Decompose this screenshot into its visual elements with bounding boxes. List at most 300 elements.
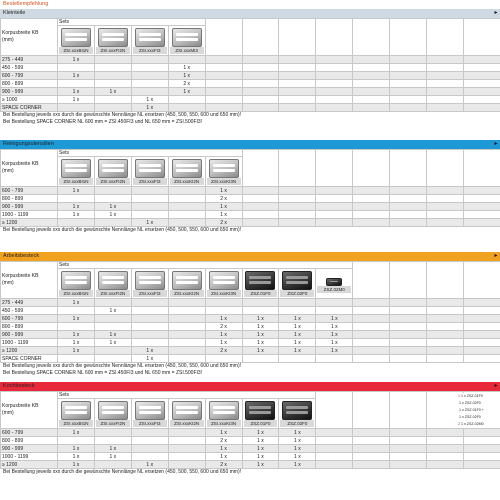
quantity-cell	[390, 96, 427, 104]
quantity-cell	[353, 187, 390, 195]
quantity-cell	[316, 195, 353, 203]
quantity-cell	[353, 211, 390, 219]
quantity-cell: 1 x	[94, 88, 131, 96]
quantity-cell	[168, 187, 205, 195]
quantity-cell	[168, 315, 205, 323]
quantity-cell	[463, 461, 500, 469]
section-corner-marker: ▸	[494, 253, 498, 259]
quantity-cell	[390, 195, 427, 203]
product-code: ZSI.xxxMI3	[170, 47, 204, 54]
product-code: ZSI.xxxFI2N	[96, 420, 130, 427]
quantity-cell	[94, 315, 131, 323]
product-cell[interactable]	[242, 399, 279, 429]
product-code: ZSI.xxxKI2N	[170, 178, 204, 185]
quantity-cell: 1 x	[316, 331, 353, 339]
quantity-cell	[242, 56, 279, 64]
quantity-cell	[427, 56, 464, 64]
product-thumbnail	[135, 159, 165, 178]
quantity-cell	[463, 88, 500, 96]
quantity-cell: 1 x	[205, 453, 242, 461]
quantity-cell	[58, 219, 95, 227]
quantity-cell: 1 x	[205, 445, 242, 453]
product-cell[interactable]	[205, 399, 242, 429]
quantity-cell: 1 x	[205, 211, 242, 219]
quantity-cell: 1 x	[205, 315, 242, 323]
column-label-line1: Korpusbreite KB	[2, 161, 39, 167]
quantity-cell: 1 x	[205, 187, 242, 195]
quantity-cell	[316, 187, 353, 195]
quantity-cell	[94, 461, 131, 469]
quantity-cell	[353, 445, 390, 453]
quantity-cell	[131, 187, 168, 195]
product-cell[interactable]	[94, 399, 131, 429]
legend-text: 1 x ZSZ.02M0	[461, 422, 484, 426]
quantity-cell	[390, 461, 427, 469]
product-code: ZSI.xxxBI1N	[59, 290, 93, 297]
table-row	[1, 453, 500, 461]
section-header	[0, 9, 500, 18]
table-row	[1, 445, 500, 453]
table-row	[1, 187, 500, 195]
product-thumbnail	[98, 159, 128, 178]
quantity-cell	[353, 429, 390, 437]
quantity-cell	[353, 355, 390, 363]
empty-cell	[390, 262, 427, 299]
quantity-cell	[390, 104, 427, 112]
product-thumbnail	[172, 28, 202, 47]
quantity-cell	[94, 323, 131, 331]
legend-line	[458, 407, 498, 414]
quantity-cell: 2 x	[205, 219, 242, 227]
product-code: ZSI.xxxFI3	[133, 178, 167, 185]
quantity-cell: 1 x	[58, 88, 95, 96]
quantity-cell: 1 x	[242, 453, 279, 461]
width-range-label: 1000 - 1199	[1, 339, 58, 347]
quantity-cell	[168, 323, 205, 331]
quantity-cell	[316, 203, 353, 211]
quantity-cell: 1 x	[279, 461, 316, 469]
legend-quantity: 2	[458, 422, 460, 426]
section-corner-marker: ▸	[494, 383, 498, 389]
quantity-cell: 1 x	[242, 461, 279, 469]
table-head-label	[1, 150, 58, 187]
quantity-cell	[464, 203, 500, 211]
quantity-cell	[427, 195, 464, 203]
quantity-cell: 1 x	[316, 315, 353, 323]
quantity-cell	[427, 323, 464, 331]
section-title: Reinigungsutensilien	[3, 141, 54, 147]
quantity-cell	[463, 429, 500, 437]
width-range-label: SPACE CORNER	[1, 355, 58, 363]
table-row	[1, 211, 500, 219]
quantity-cell	[131, 453, 168, 461]
product-cell[interactable]	[279, 399, 316, 429]
quantity-cell	[94, 437, 131, 445]
quantity-cell	[427, 355, 464, 363]
quantity-cell	[427, 187, 464, 195]
product-cell[interactable]	[279, 269, 316, 299]
product-thumbnail	[245, 401, 275, 420]
quantity-cell	[353, 331, 390, 339]
product-code: ZSZ.02M0	[317, 286, 351, 293]
quantity-cell: 1 x	[205, 203, 242, 211]
product-code: ZSI.xxxFI2N	[96, 47, 130, 54]
product-cell[interactable]	[94, 157, 131, 187]
table-row	[1, 299, 500, 307]
product-thumbnail	[282, 401, 312, 420]
column-label-line1: Korpusbreite KB	[2, 30, 39, 36]
order-note: Bei Bestellung SPACE CORNER NL 600 mm = ZSI.450FI3 und NL 650 mm = ZSI.500FI3!	[3, 119, 203, 125]
product-cell[interactable]	[58, 157, 95, 187]
width-range-label: 800 - 899	[1, 80, 58, 88]
quantity-cell: 1 x	[58, 347, 95, 355]
quantity-cell	[58, 104, 95, 112]
quantity-cell	[427, 445, 464, 453]
quantity-cell	[316, 355, 353, 363]
quantity-cell: 1 x	[279, 347, 316, 355]
legend-line	[458, 414, 498, 421]
quantity-cell	[427, 453, 464, 461]
width-range-label: ≥ 1200	[1, 461, 58, 469]
product-thumbnail	[172, 271, 202, 290]
quantity-cell	[242, 187, 279, 195]
quantity-cell	[390, 453, 427, 461]
quantity-cell	[58, 437, 95, 445]
width-range-label: 450 - 599	[1, 64, 58, 72]
quantity-cell	[463, 355, 500, 363]
quantity-cell	[427, 88, 464, 96]
page-title: Bestellempfehlung	[3, 1, 49, 7]
quantity-cell	[316, 88, 353, 96]
product-code: ZSI.xxxFI3	[133, 290, 167, 297]
quantity-cell: 2 x	[205, 195, 242, 203]
quantity-cell	[168, 437, 205, 445]
table-row	[1, 461, 500, 469]
quantity-cell	[353, 88, 390, 96]
order-note: Bei Bestellung jeweils xxx durch die gewünschte Nennlänge NL ersetzen (450, 500, 550, 600 und 650 mm)!	[3, 363, 242, 369]
quantity-cell	[58, 323, 95, 331]
quantity-cell: 1 x	[58, 72, 95, 80]
sets-label: Sets	[58, 150, 243, 157]
quantity-cell	[131, 339, 168, 347]
product-code: ZSZ.01F0	[244, 420, 278, 427]
quantity-cell	[94, 299, 131, 307]
width-range-label: 450 - 599	[1, 307, 58, 315]
quantity-cell: 2 x	[168, 80, 205, 88]
product-cell[interactable]	[94, 269, 131, 299]
table-row	[1, 64, 500, 72]
quantity-cell	[463, 64, 500, 72]
product-code: ZSI.xxxKI3N	[207, 420, 241, 427]
quantity-cell	[131, 56, 168, 64]
quantity-cell	[463, 347, 500, 355]
quantity-cell	[353, 323, 390, 331]
table-row	[1, 56, 500, 64]
quantity-cell: 1 x	[242, 347, 279, 355]
quantity-cell: 1 x	[131, 219, 168, 227]
quantity-cell	[464, 187, 500, 195]
quantity-cell: 1 x	[94, 307, 131, 315]
product-code: ZSI.xxxFI2N	[96, 178, 130, 185]
product-code: ZSI.xxxFI3	[133, 420, 167, 427]
quantity-cell: 1 x	[131, 347, 168, 355]
quantity-cell	[463, 104, 500, 112]
quantity-cell	[131, 315, 168, 323]
quantity-cell: 1 x	[242, 445, 279, 453]
quantity-cell	[316, 437, 353, 445]
quantity-cell	[205, 307, 242, 315]
section-3	[0, 252, 500, 377]
product-thumbnail	[61, 159, 91, 178]
quantity-cell	[463, 453, 500, 461]
product-code: ZSI.xxxFI2N	[96, 290, 130, 297]
quantity-cell: 1 x	[58, 453, 95, 461]
quantity-cell	[316, 307, 353, 315]
product-cell[interactable]	[58, 269, 95, 299]
quantity-cell	[316, 104, 353, 112]
quantity-cell: 1 x	[58, 461, 95, 469]
product-cell[interactable]	[58, 399, 95, 429]
quantity-cell	[205, 72, 242, 80]
product-thumbnail	[61, 271, 91, 290]
quantity-cell	[242, 104, 279, 112]
quantity-cell: 1 x	[58, 315, 95, 323]
product-thumbnail	[209, 271, 239, 290]
width-range-label: SPACE CORNER	[1, 104, 58, 112]
quantity-cell	[205, 64, 242, 72]
width-range-label: ≥ 1200	[1, 347, 58, 355]
quantity-cell	[427, 461, 464, 469]
quantity-cell	[279, 299, 316, 307]
quantity-cell	[353, 461, 390, 469]
quantity-cell	[58, 80, 95, 88]
quantity-cell	[353, 80, 390, 88]
table-row	[1, 88, 500, 96]
product-thumbnail	[245, 271, 275, 290]
quantity-cell	[353, 315, 390, 323]
product-code: ZSZ.01F0	[244, 290, 278, 297]
quantity-cell	[205, 104, 242, 112]
order-table	[0, 149, 500, 227]
section-header	[0, 140, 500, 149]
product-cell[interactable]	[168, 269, 205, 299]
quantity-cell	[463, 307, 500, 315]
quantity-cell	[168, 195, 205, 203]
product-cell[interactable]	[168, 26, 205, 56]
legend-text: 1 x ZSZ.02F0	[459, 401, 481, 405]
quantity-cell	[390, 347, 427, 355]
quantity-cell	[316, 219, 353, 227]
empty-cell	[353, 19, 390, 56]
table-row	[1, 104, 500, 112]
quantity-cell	[463, 445, 500, 453]
width-range-label: 600 - 799	[1, 429, 58, 437]
empty-cell	[353, 150, 390, 187]
quantity-cell	[463, 315, 500, 323]
quantity-cell	[463, 56, 500, 64]
width-range-label: ≥ 1200	[1, 219, 58, 227]
quantity-cell	[316, 211, 353, 219]
product-code: ZSI.xxxKI2N	[170, 420, 204, 427]
quantity-cell	[390, 299, 427, 307]
quantity-cell	[353, 299, 390, 307]
quantity-cell	[390, 445, 427, 453]
width-range-label: ≥ 1000	[1, 96, 58, 104]
quantity-cell	[242, 64, 279, 72]
product-thumbnail	[135, 271, 165, 290]
legend-quantity: 1	[458, 394, 460, 398]
quantity-cell	[390, 307, 427, 315]
quantity-cell	[131, 88, 168, 96]
quantity-cell	[205, 80, 242, 88]
quantity-cell	[353, 72, 390, 80]
empty-cell	[279, 19, 316, 56]
width-range-label: 900 - 999	[1, 88, 58, 96]
quantity-cell: 2 x	[205, 323, 242, 331]
legend-line	[458, 400, 498, 407]
quantity-cell	[279, 355, 316, 363]
product-cell[interactable]	[131, 26, 168, 56]
quantity-cell	[131, 195, 168, 203]
quantity-cell	[316, 80, 353, 88]
quantity-cell	[390, 323, 427, 331]
quantity-cell: 1 x	[58, 331, 95, 339]
quantity-cell	[390, 88, 427, 96]
quantity-cell: 1 x	[279, 331, 316, 339]
quantity-cell	[242, 203, 279, 211]
table-row	[1, 315, 500, 323]
width-range-label: 900 - 999	[1, 331, 58, 339]
legend-line	[458, 421, 498, 428]
quantity-cell	[463, 72, 500, 80]
quantity-cell	[242, 355, 279, 363]
product-cell[interactable]	[131, 399, 168, 429]
product-cell[interactable]	[242, 269, 279, 299]
quantity-cell	[353, 347, 390, 355]
product-cell[interactable]	[131, 269, 168, 299]
quantity-cell	[427, 347, 464, 355]
quantity-cell	[353, 96, 390, 104]
product-thumbnail	[209, 401, 239, 420]
quantity-cell	[94, 219, 131, 227]
product-cell[interactable]	[94, 26, 131, 56]
product-cell[interactable]	[316, 269, 353, 299]
quantity-cell: 2 x	[205, 461, 242, 469]
order-table	[0, 391, 500, 469]
legend-line	[458, 393, 498, 400]
quantity-cell: 1 x	[58, 96, 95, 104]
quantity-cell	[390, 211, 427, 219]
width-range-label: 600 - 799	[1, 187, 58, 195]
quantity-cell: 1 x	[168, 64, 205, 72]
legend-text: 1 x ZSZ.01F0 +	[459, 408, 484, 412]
quantity-cell	[427, 307, 464, 315]
quantity-cell	[427, 96, 464, 104]
quantity-cell	[168, 96, 205, 104]
column-label-line1: Korpusbreite KB	[2, 273, 39, 279]
quantity-cell	[279, 104, 316, 112]
quantity-cell	[131, 203, 168, 211]
width-range-label: 1000 - 1199	[1, 211, 58, 219]
product-cell[interactable]	[205, 157, 242, 187]
table-row	[1, 307, 500, 315]
section-1	[0, 9, 500, 126]
quantity-cell	[316, 96, 353, 104]
quantity-cell	[168, 211, 205, 219]
column-label-line2: (mm)	[2, 37, 14, 43]
quantity-cell	[353, 203, 390, 211]
quantity-cell	[390, 437, 427, 445]
quantity-cell	[390, 187, 427, 195]
quantity-cell	[353, 195, 390, 203]
quantity-cell: 1 x	[279, 437, 316, 445]
quantity-cell	[131, 64, 168, 72]
quantity-cell	[390, 64, 427, 72]
product-cell[interactable]	[168, 157, 205, 187]
quantity-cell	[242, 72, 279, 80]
quantity-cell	[390, 339, 427, 347]
quantity-cell	[279, 187, 316, 195]
quantity-cell	[94, 56, 131, 64]
quantity-cell: 1 x	[58, 211, 95, 219]
quantity-cell	[390, 315, 427, 323]
quantity-cell	[390, 429, 427, 437]
quantity-cell	[168, 355, 205, 363]
quantity-cell: 2 x	[205, 347, 242, 355]
quantity-cell: 1 x	[58, 429, 95, 437]
quantity-cell	[205, 96, 242, 104]
product-cell[interactable]	[58, 26, 95, 56]
legend-box	[458, 393, 498, 428]
quantity-cell	[94, 355, 131, 363]
quantity-cell: 1 x	[94, 203, 131, 211]
quantity-cell	[427, 299, 464, 307]
table-row	[1, 331, 500, 339]
sets-label: Sets	[58, 262, 353, 269]
quantity-cell	[131, 299, 168, 307]
quantity-cell	[168, 219, 205, 227]
quantity-cell: 1 x	[242, 323, 279, 331]
quantity-cell: 2 x	[205, 437, 242, 445]
table-head-label	[1, 392, 58, 429]
product-cell[interactable]	[205, 269, 242, 299]
quantity-cell	[58, 307, 95, 315]
quantity-cell	[390, 355, 427, 363]
quantity-cell: 1 x	[316, 339, 353, 347]
quantity-cell: 1 x	[58, 203, 95, 211]
quantity-cell	[279, 80, 316, 88]
product-code: ZSZ.02F0	[280, 290, 314, 297]
empty-cell	[463, 19, 500, 56]
quantity-cell	[463, 331, 500, 339]
product-thumbnail	[135, 28, 165, 47]
quantity-cell: 1 x	[94, 453, 131, 461]
product-cell[interactable]	[131, 157, 168, 187]
product-cell[interactable]	[168, 399, 205, 429]
product-thumbnail	[172, 159, 202, 178]
quantity-cell: 1 x	[58, 187, 95, 195]
quantity-cell	[464, 219, 500, 227]
product-thumbnail	[326, 278, 342, 286]
quantity-cell	[279, 307, 316, 315]
quantity-cell	[168, 104, 205, 112]
quantity-cell	[94, 429, 131, 437]
quantity-cell: 1 x	[131, 461, 168, 469]
column-label-line1: Korpusbreite KB	[2, 403, 39, 409]
quantity-cell	[427, 315, 464, 323]
quantity-cell	[279, 96, 316, 104]
product-thumbnail	[282, 271, 312, 290]
